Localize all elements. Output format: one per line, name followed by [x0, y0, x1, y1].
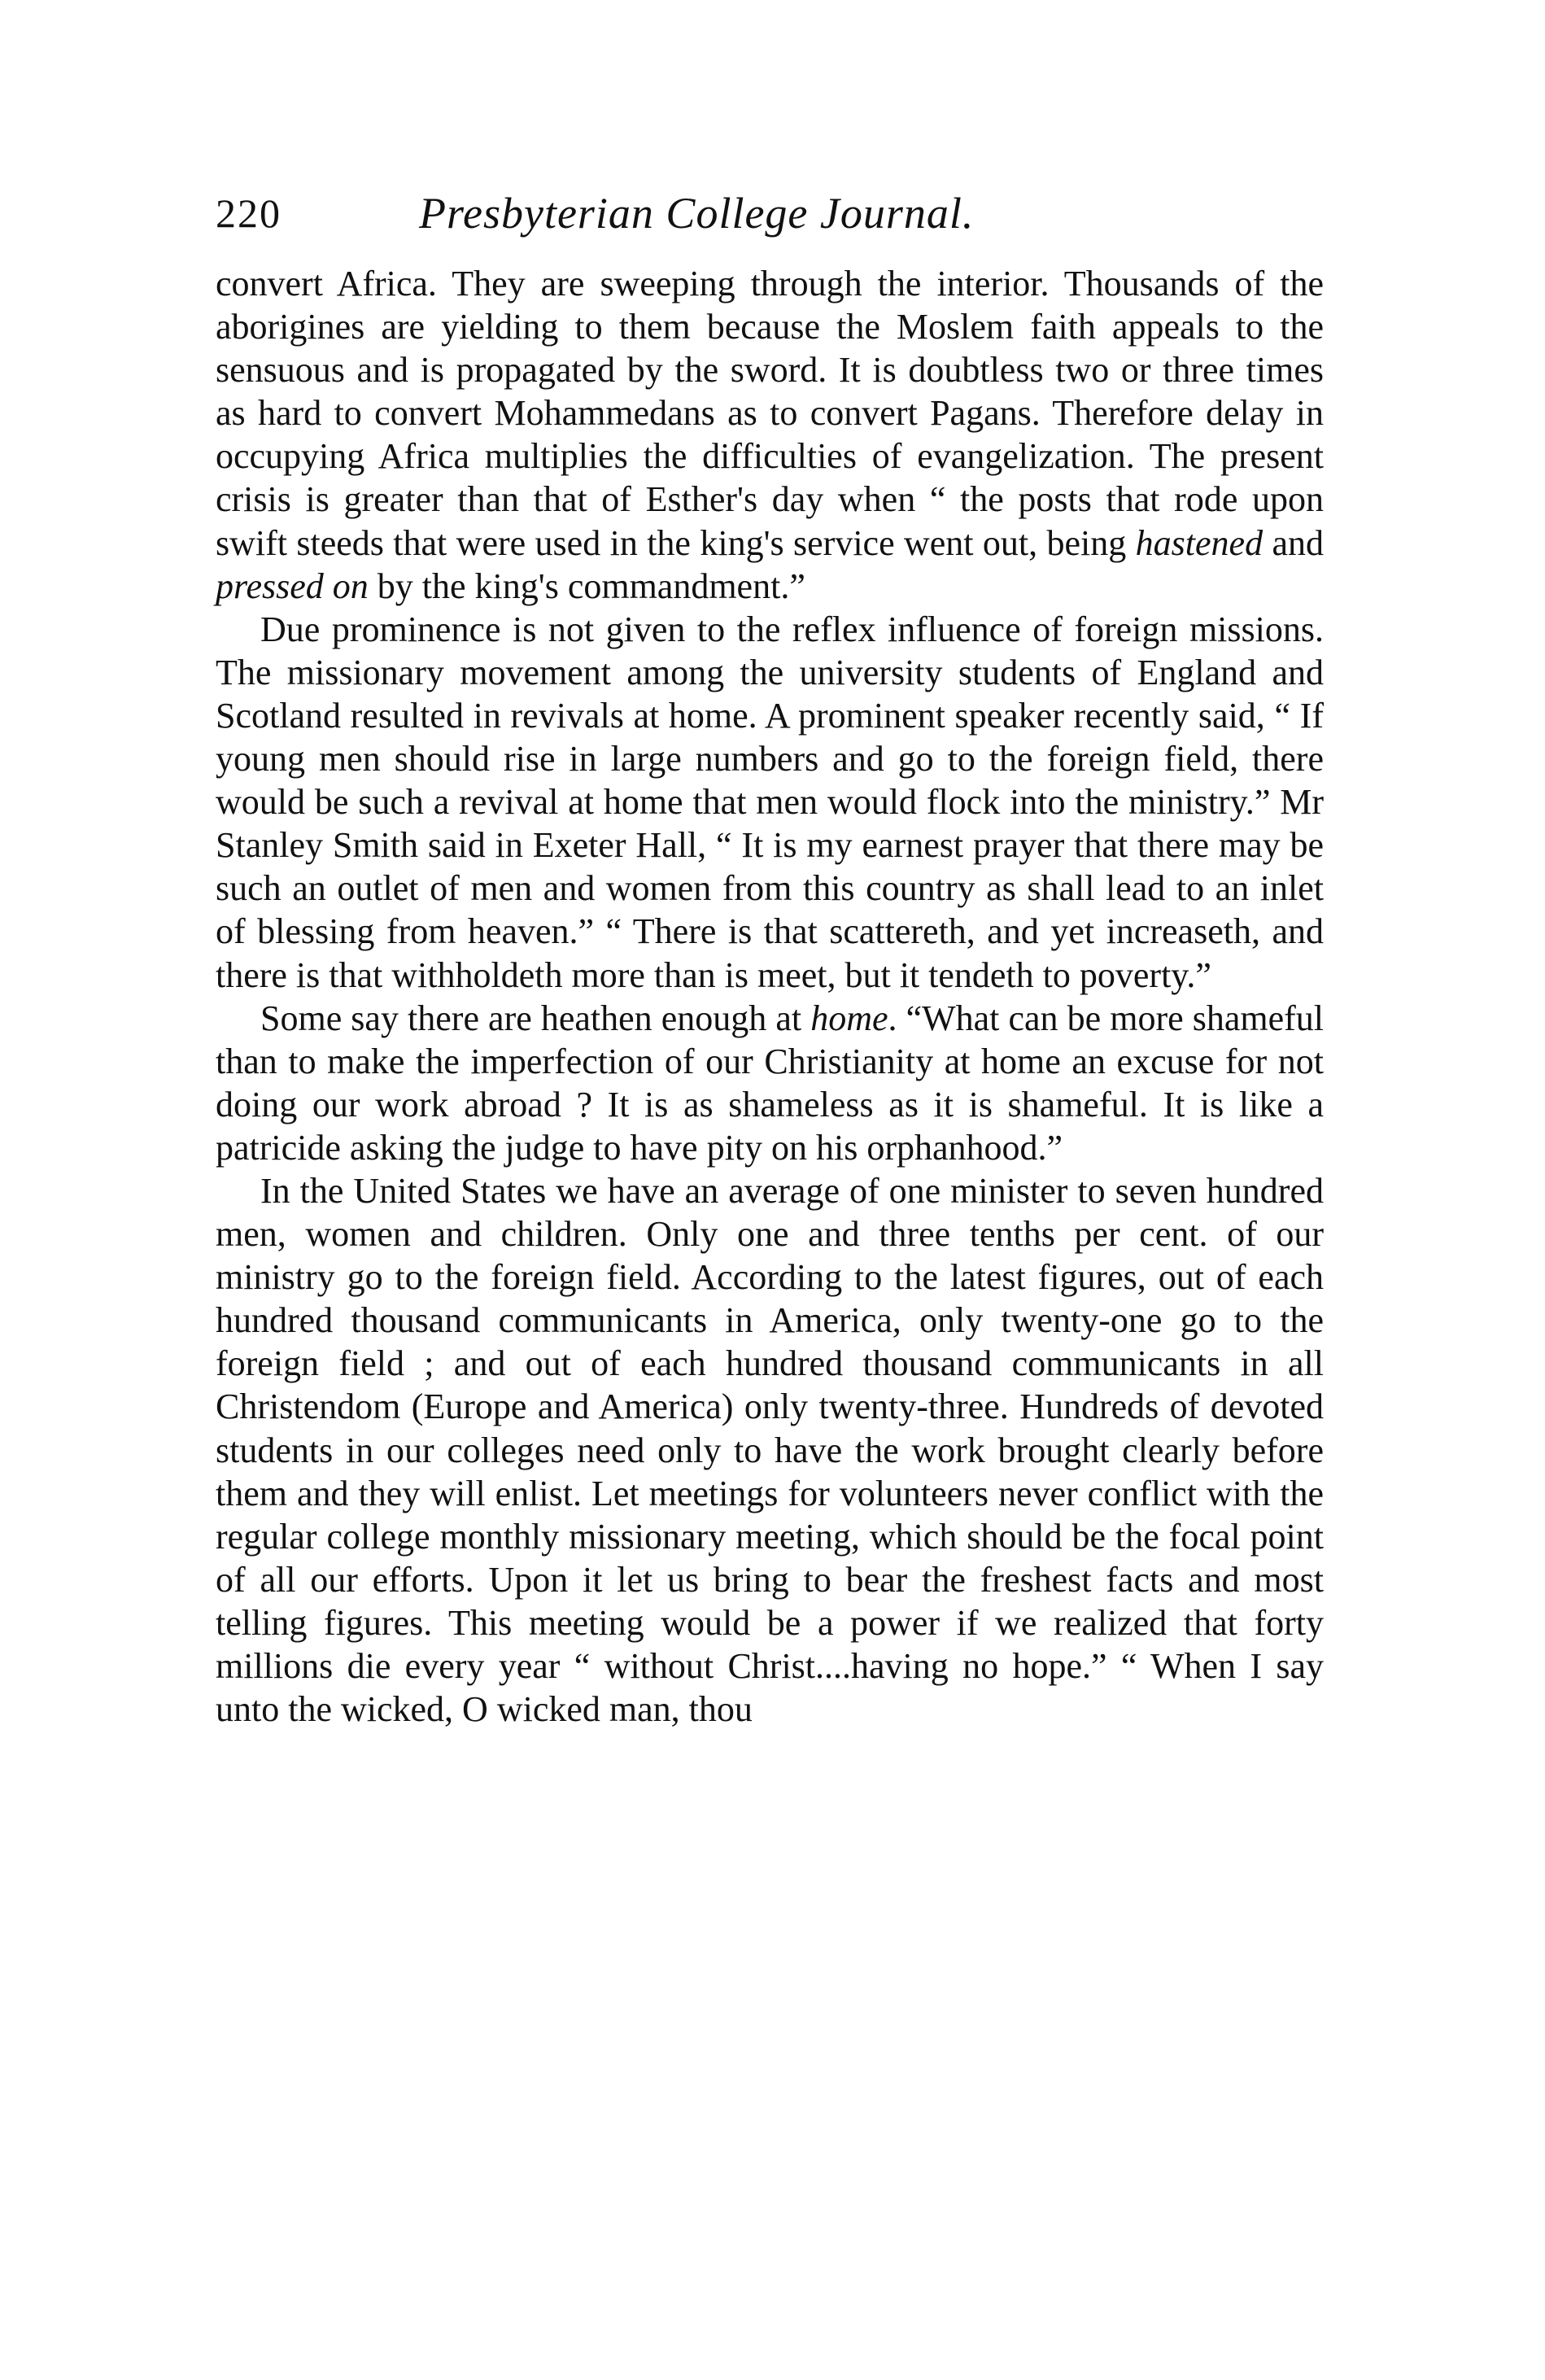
text-run: and — [1263, 522, 1324, 563]
page-number: 220 — [216, 190, 282, 236]
text-run: . “What can be more shameful than to make the imperfection of our Christianity at home an excuse for not doing our work abroad ? It is as shameless as it is shameful. It is like a patricide asking the judge to have pity on his orphanhood.” — [216, 998, 1324, 1168]
article-body — [216, 262, 1324, 1731]
paragraph — [216, 997, 1324, 1169]
text-run: In the United States we have an average of one minister to seven hundred men, women and children. Only one and three tenths per cent. of our ministry go to the foreign field. According to the latest figures, out of each hundred thousand communicants in America, only twenty-one go to the foreign field ; and out of each hundred thousand communicants in all Christendom (Europe and America) only twenty-three. Hundreds of devoted students in our colleges need only to have the work brought clearly before them and they will enlist. Let meetings for volunteers never conflict with the regular college monthly missionary meeting, which should be the focal point of all our efforts. Upon it let us bring to bear the freshest facts and most telling figures. This meeting would be a power if we realized that forty millions die every year “ without Christ....having no hope.” “ When I say unto the wicked, O wicked man, thou — [216, 1170, 1324, 1730]
text-run: by the king's commandment.” — [368, 566, 805, 606]
text-run: Due prominence is not given to the reflex influence of foreign missions. The missionary movement among the university students of England and Scotland resulted in revivals at home. A prominent speaker recently said, “ If young men should rise in large numbers and go to the foreign field, there would be such a revival at home that men would flock into the ministry.” Mr Stanley Smith said in Exeter Hall, “ It is my earnest prayer that there may be such an outlet of men and women from this country as shall lead to an inlet of blessing from heaven.” “ There is that scattereth, and yet increaseth, and there is that withholdeth more than is meet, but it tendeth to poverty.” — [216, 609, 1324, 995]
text-run: Some say there are heathen enough at — [260, 998, 811, 1038]
paragraph — [216, 608, 1324, 997]
text-run: convert Africa. They are sweeping through the interior. Thousands of the aborigines are yielding to them because the Moslem faith appeals to the sensuous and is propagated by the sword. It is doubtless two or three times as hard to convert Mohammedans as to convert Pagans. Therefore delay in occupying Africa multiplies the difficulties of evangelization. The present crisis is greater than that of Esther's day when “ the posts that rode upon swift steeds that were used in the king's service went out, being — [216, 264, 1324, 563]
paragraph — [216, 262, 1324, 608]
italic-text: hastened — [1135, 522, 1263, 563]
paragraph — [216, 1169, 1324, 1731]
italic-text: home — [810, 998, 888, 1038]
italic-text: pressed on — [216, 566, 369, 606]
page-header — [216, 189, 1338, 254]
running-title: Presbyterian College Journal. — [419, 189, 975, 238]
